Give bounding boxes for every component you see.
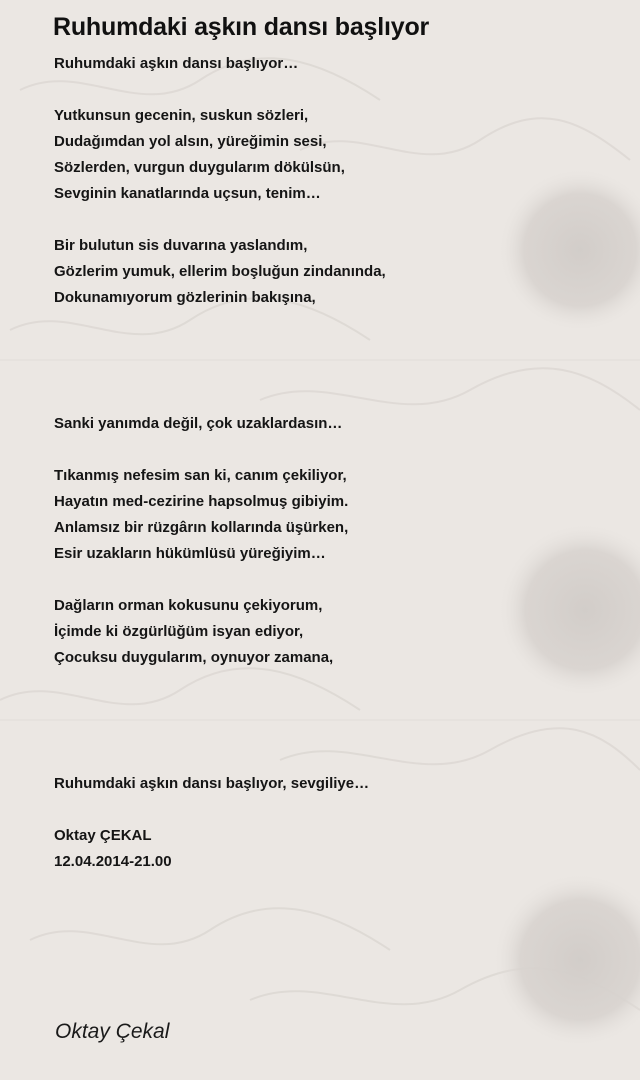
poem-line: Bir bulutun sis duvarına yaslandım,: [54, 237, 308, 254]
poem-line: Gözlerim yumuk, ellerim boşluğun zindanında,: [54, 263, 386, 280]
poem-line: Sevginin kanatlarında uçsun, tenim…: [54, 185, 321, 202]
poem-title: Ruhumdaki aşkın dansı başlıyor: [53, 13, 430, 41]
poem-line: Dokunamıyorum gözlerinin bakışına,: [54, 289, 316, 306]
author-name[interactable]: Oktay Çekal: [55, 1020, 170, 1043]
poem-line: Sözlerden, vurgun duygularım dökülsün,: [54, 159, 345, 176]
poem-line: Tıkanmış nefesim san ki, canım çekiliyor,: [54, 467, 347, 484]
poem-line: Ruhumdaki aşkın dansı başlıyor, sevgiliye…: [54, 775, 370, 792]
poem-line: İçimde ki özgürlüğüm isyan ediyor,: [54, 623, 304, 640]
poem-line: Esir uzakların hükümlüsü yüreğiyim…: [54, 545, 326, 562]
poem-line: Ruhumdaki aşkın dansı başlıyor…: [54, 55, 299, 72]
poem-line: Dağların orman kokusunu çekiyorum,: [54, 597, 323, 614]
poem-line: Hayatın med-cezirine hapsolmuş gibiyim.: [54, 493, 349, 510]
signature-date: 12.04.2014-21.00: [54, 853, 172, 870]
poem-line: Çocuksu duygularım, oynuyor zamana,: [54, 649, 334, 666]
poem-line: Dudağımdan yol alsın, yüreğimin sesi,: [54, 133, 327, 150]
poem-line: Anlamsız bir rüzgârın kollarında üşürken,: [54, 519, 349, 536]
poem-line: Sanki yanımda değil, çok uzaklardasın…: [54, 415, 343, 432]
signature-name: Oktay ÇEKAL: [54, 827, 152, 844]
poem-line: Yutkunsun gecenin, suskun sözleri,: [54, 107, 309, 124]
